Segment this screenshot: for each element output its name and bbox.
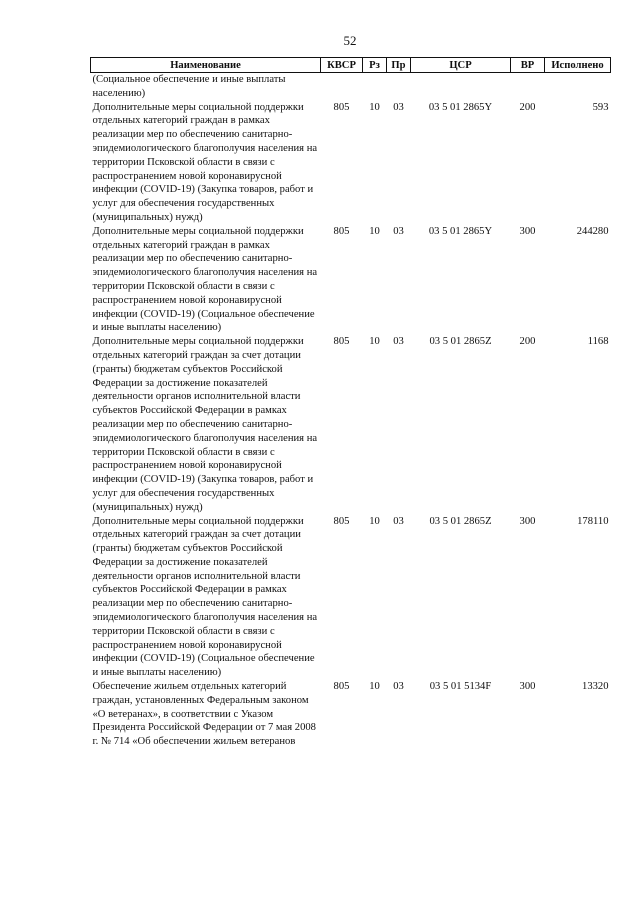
row-csr: 03 5 01 5134F — [429, 681, 492, 693]
row-pr: 03 — [393, 101, 404, 113]
row-rz: 10 — [369, 336, 380, 348]
row-name: Дополнительные меры социальной поддержки отдельных категорий граждан в рамках реализации мер по обеспечению санитарно-эпидемиологического благополучия населения на территории Псковской области в связи с распространением новой коронавирусной инфекции (COVID-19) (Закупка товаров, работ и услуг для обеспечения государственных (муниципальных) нужд) — [92, 101, 318, 223]
row-kvsr: 805 — [333, 225, 350, 237]
row-name: Обеспечение жильем отдельных категорий граждан, установленных Федеральным законом «О ветеранах», в соответствии с Указом Президента Российской Федерации от 7 мая 2008 г. № 714 «Об обеспечении жильем ветеранов — [92, 681, 316, 748]
row-kvsr: 805 — [333, 515, 350, 527]
row-csr: 03 5 01 2865Y — [428, 225, 493, 237]
row-vr: 300 — [519, 681, 536, 693]
table-row — [91, 101, 611, 225]
header-name: Наименование — [91, 58, 321, 73]
row-kvsr: 805 — [333, 681, 350, 693]
row-rz: 10 — [369, 515, 380, 527]
row-amount: 13320 — [582, 681, 609, 693]
row-name: Дополнительные меры социальной поддержки отдельных категорий граждан за счет дотации (гранты) бюджетам субъектов Российской Федерации за достижение показателей деятельности органов исполнительной власти субъектов Российской Федерации в рамках реализации мер по обеспечению санитарно-эпидемиологического благополучия населения на территории Псковской области в связи с распространением новой коронавирусной инфекции (COVID-19) (Социальное обеспечение и иные выплаты населению) — [92, 515, 318, 679]
page-number: 52 — [343, 33, 357, 48]
header-vr: ВР — [511, 58, 545, 73]
row-kvsr: 805 — [333, 101, 350, 113]
row-amount: 178110 — [577, 515, 609, 527]
row-amount: 593 — [592, 101, 609, 113]
row-vr: 200 — [519, 336, 536, 348]
row-rz: 10 — [369, 225, 380, 237]
budget-execution-table — [90, 57, 611, 749]
continuation-row — [91, 73, 611, 101]
header-amount: Исполнено — [545, 58, 611, 73]
header-pr: Пр — [387, 58, 411, 73]
header-kvsr: КВСР — [321, 58, 363, 73]
row-amount: 244280 — [576, 225, 609, 237]
row-csr: 03 5 01 2865Y — [428, 101, 493, 113]
row-csr: 03 5 01 2865Z — [429, 336, 492, 348]
table-row — [91, 680, 611, 749]
row-name: Дополнительные меры социальной поддержки отдельных категорий граждан в рамках реализации мер по обеспечению санитарно-эпидемиологического благополучия населения на территории Псковской области в связи с распространением новой коронавирусной инфекции (COVID-19) (Социальное обеспечение и иные выплаты населению) — [92, 225, 318, 334]
row-amount: 1168 — [587, 336, 609, 348]
row-pr: 03 — [393, 515, 404, 527]
row-pr: 03 — [393, 681, 404, 693]
row-pr: 03 — [393, 225, 404, 237]
header-rz: Рз — [363, 58, 387, 73]
row-kvsr: 805 — [333, 336, 350, 348]
table-header-row — [91, 58, 611, 73]
row-csr: 03 5 01 2865Z — [429, 515, 492, 527]
table-row — [91, 515, 611, 681]
continuation-text: (Социальное обеспечение и иные выплаты населению) — [92, 74, 286, 99]
row-name: Дополнительные меры социальной поддержки отдельных категорий граждан за счет дотации (гранты) бюджетам субъектов Российской Федерации за достижение показателей деятельности органов исполнительной власти субъектов Российской Федерации в рамках реализации мер по обеспечению санитарно-эпидемиологического благополучия населения на территории Псковской области в связи с распространением новой коронавирусной инфекции (COVID-19) (Закупка товаров, работ и услуг для обеспечения государственных (муниципальных) нужд) — [92, 336, 318, 513]
table-row — [91, 335, 611, 514]
row-vr: 300 — [519, 515, 536, 527]
row-pr: 03 — [393, 336, 404, 348]
row-rz: 10 — [369, 101, 380, 113]
row-vr: 200 — [519, 101, 536, 113]
header-csr: ЦСР — [411, 58, 511, 73]
row-rz: 10 — [369, 681, 380, 693]
table-row — [91, 225, 611, 335]
row-vr: 300 — [519, 225, 536, 237]
